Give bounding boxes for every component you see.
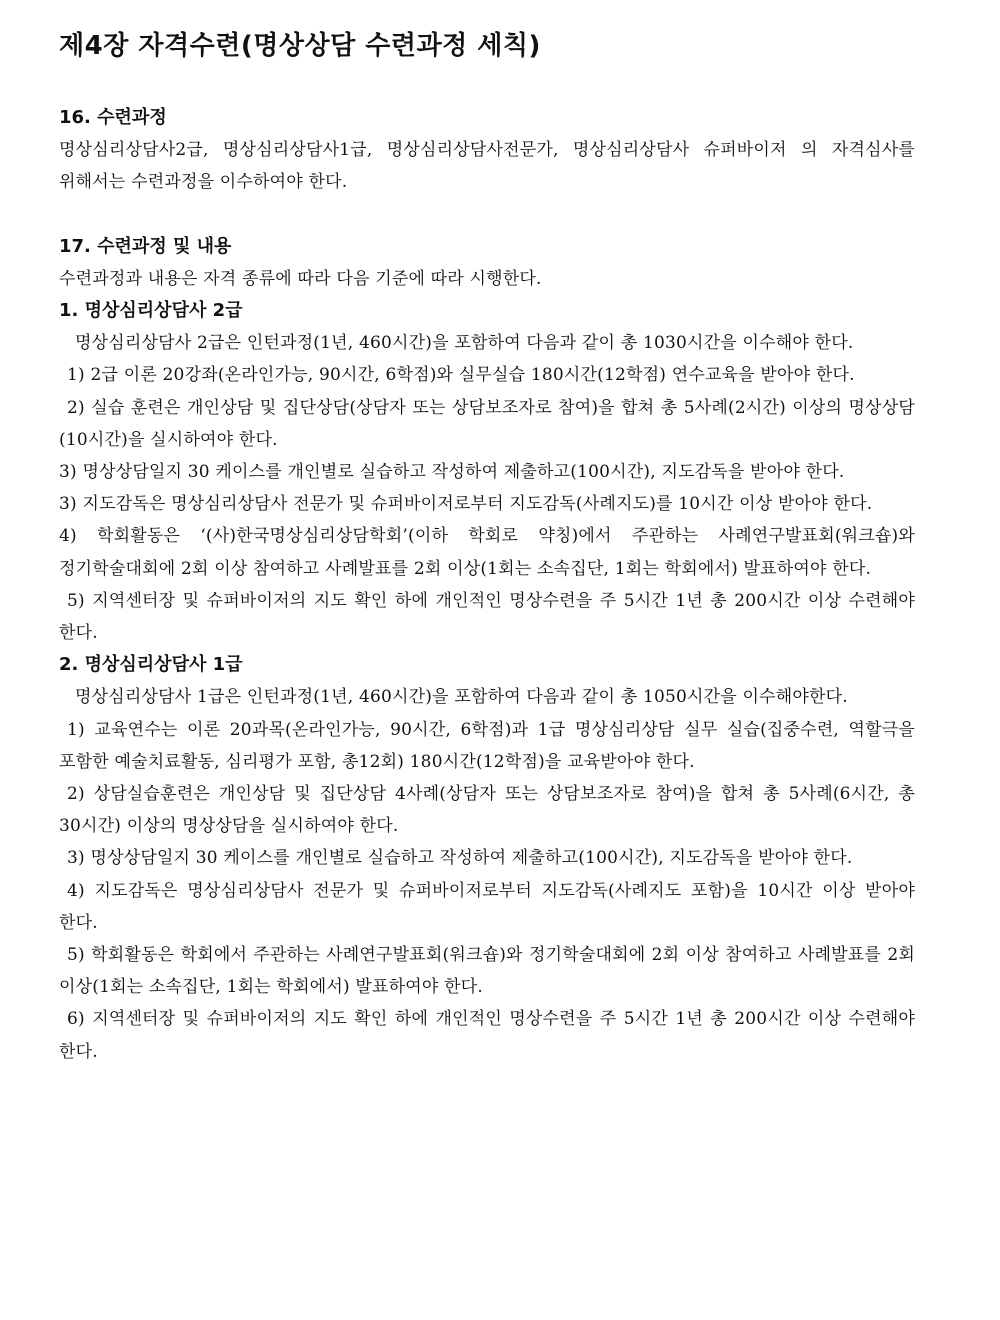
list-item: 3) 명상상담일지 30 케이스를 개인별로 실습하고 작성하여 제출하고(100시간), 지도감독을 받아야 한다. [67,848,853,869]
document-page [59,26,915,1068]
section-heading: 17. 수련과정 및 내용 [59,235,232,257]
list-item: 5) 지역센터장 및 슈퍼바이저의 지도 확인 하에 개인적인 명상수련을 주 5시간 1년 총 200시간 이상 수련해야 한다. [59,590,915,644]
list-item: 6) 지역센터장 및 슈퍼바이저의 지도 확인 하에 개인적인 명상수련을 주 5시간 1년 총 200시간 이상 수련해야 한다. [59,1009,915,1062]
section-16 [59,102,915,199]
paragraph: 명상심리상담사2급, 명상심리상담사1급, 명상심리상담사전문가, 명상심리상담사 슈퍼바이저 의 자격심사를 위해서는 수련과정을 이수하여야 한다. [59,140,915,193]
subsection-grade2 [59,295,915,649]
spacer [59,199,915,231]
section-17 [59,231,915,1068]
section-heading: 16. 수련과정 [59,107,167,128]
section-intro: 수련과정과 내용은 자격 종류에 따라 다음 기준에 따라 시행한다. [59,268,542,289]
subsection-intro: 명상심리상담사 2급은 인턴과정(1년, 460시간)을 포함하여 다음과 같이 총 1030시간을 이수해야 한다. [75,333,854,354]
subsection-heading: 1. 명상심리상담사 2급 [59,300,243,322]
page-title: 제4장 자격수련(명상상담 수련과정 세칙) [59,31,541,61]
subsection-grade1 [59,649,915,1068]
list-item: 5) 학회활동은 학회에서 주관하는 사례연구발표회(워크숍)와 정기학술대회에 2회 이상 참여하고 사례발표를 2회 이상(1회는 소속집단, 1회는 학회에서) 발표하여야 한다. [59,945,915,998]
list-item: 1) 교육연수는 이론 20과목(온라인가능, 90시간, 6학점)과 1급 명상심리상담 실무 실습(집중수련, 역할극을 포함한 예술치료활동, 심리평가 포함, 총12회) 180시간(12학점)을 교육받아야 한다. [59,719,915,772]
list-item: 2) 실습 훈련은 개인상담 및 집단상담(상담자 또는 상담보조자로 참여)을 합쳐 총 5사례(2시간) 이상의 명상상담(10시간)을 실시하여야 한다. [59,397,915,450]
list-item: 3) 명상상담일지 30 케이스를 개인별로 실습하고 작성하여 제출하고(100시간), 지도감독을 받아야 한다. [59,462,845,483]
list-item: 4) 학회활동은 ‘(사)한국명상심리상담학회’(이하 학회로 약칭)에서 주관하는 사례연구발표회(워크숍)와 정기학술대회에 2회 이상 참여하고 사례발표를 2회 이상(1회는 소속집단, 1회는 학회에서) 발표하여야 한다. [59,526,915,579]
spacer [59,66,915,102]
list-item: 3) 지도감독은 명상심리상담사 전문가 및 슈퍼바이저로부터 지도감독(사례지도)를 10시간 이상 받아야 한다. [59,494,873,515]
subsection-heading: 2. 명상심리상담사 1급 [59,654,243,676]
list-item: 4) 지도감독은 명상심리상담사 전문가 및 슈퍼바이저로부터 지도감독(사례지도 포함)을 10시간 이상 받아야 한다. [59,880,915,933]
list-item: 2) 상담실습훈련은 개인상담 및 집단상담 4사례(상담자 또는 상담보조자로 참여)을 합쳐 총 5사례(6시간, 총 30시간) 이상의 명상상담을 실시하여야 한다. [59,784,915,837]
list-item: 1) 2급 이론 20강좌(온라인가능, 90시간, 6학점)와 실무실습 180시간(12학점) 연수교육을 받아야 한다. [67,365,855,386]
subsection-intro: 명상심리상담사 1급은 인턴과정(1년, 460시간)을 포함하여 다음과 같이 총 1050시간을 이수해야한다. [75,687,848,708]
